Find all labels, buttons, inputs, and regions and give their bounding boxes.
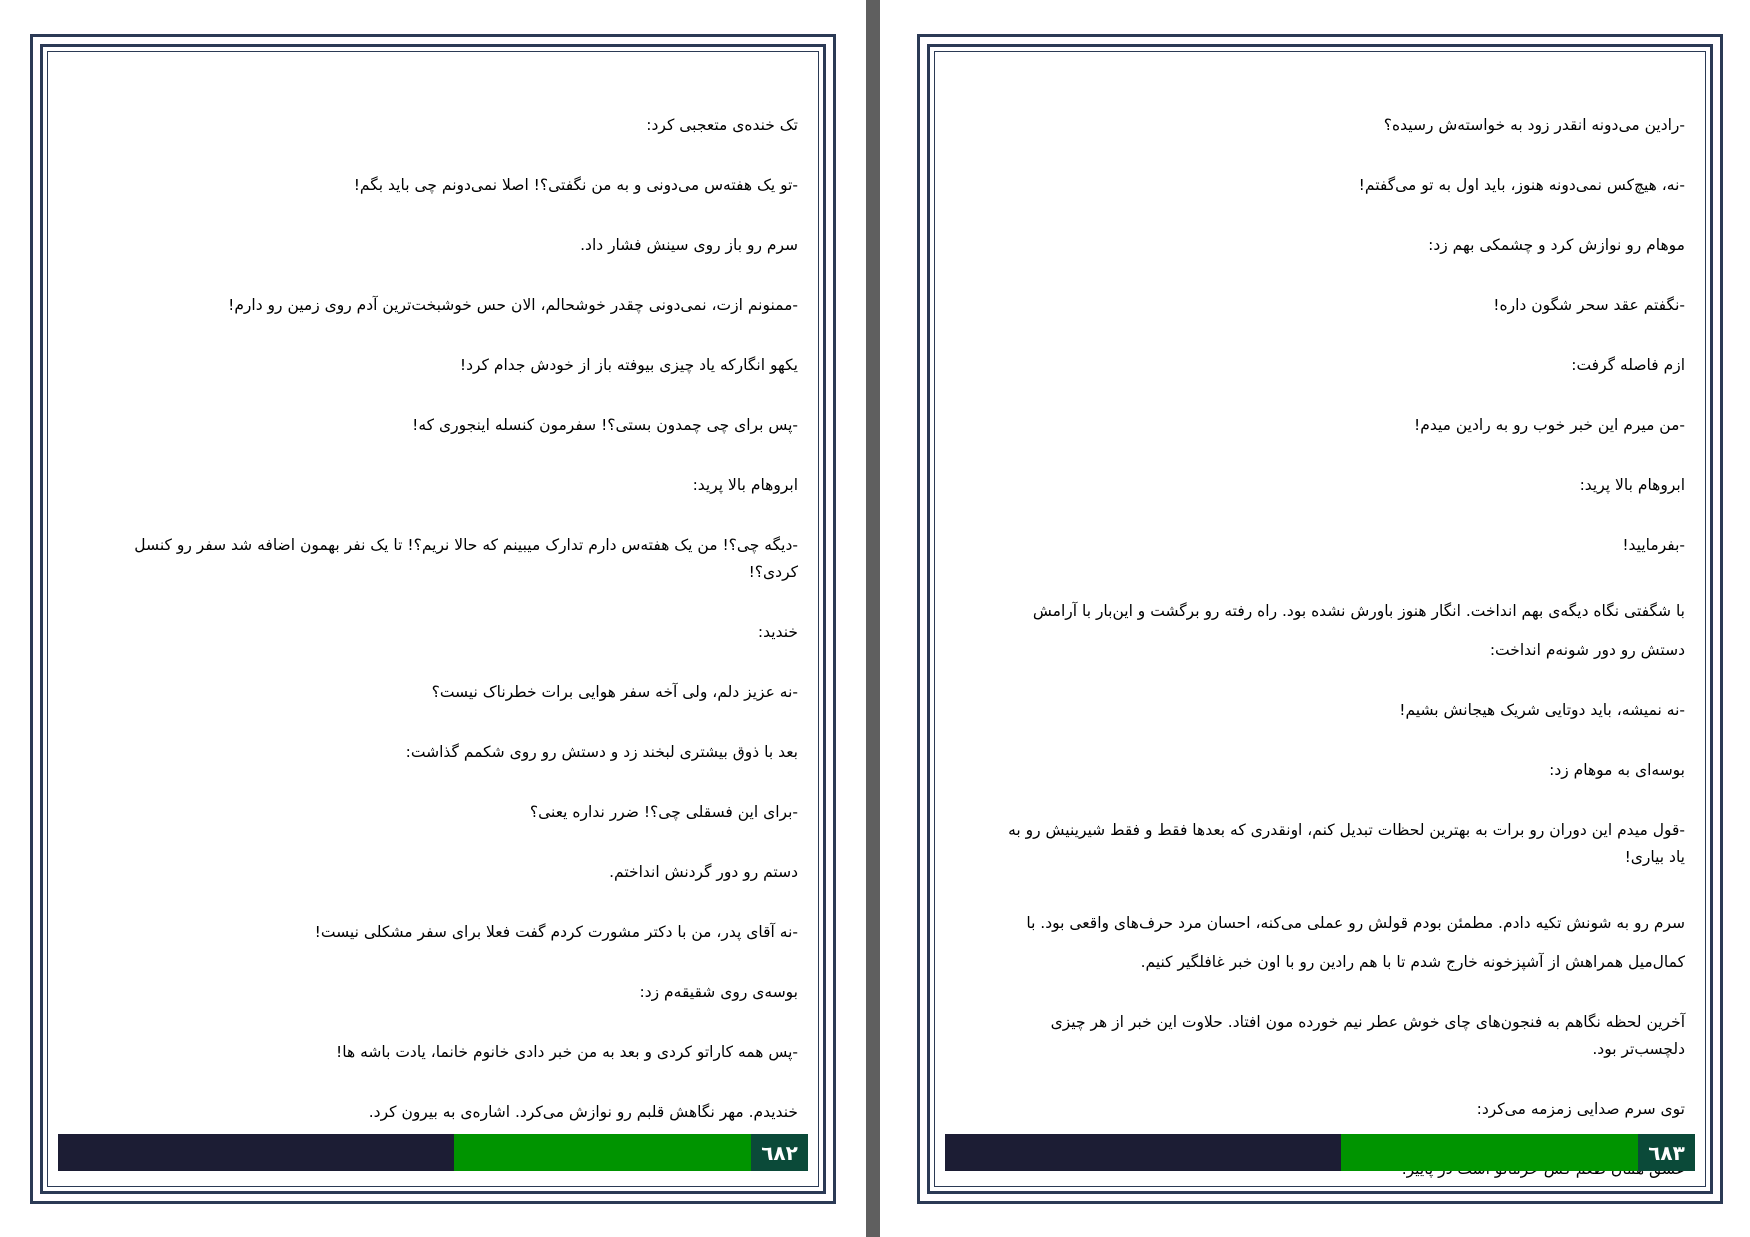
paragraph: -بفرمایید! <box>1622 536 1685 554</box>
book-page-right <box>917 34 1723 1204</box>
paragraph: -نگفتم عقد سحر شگون داره! <box>1493 296 1685 314</box>
page-border-innermost <box>47 51 819 1187</box>
paragraph: -نه، هیچ‌کس نمی‌دونه هنوز، باید اول به تو می‌گفتم! <box>1358 176 1685 194</box>
page-text-right <box>995 112 1685 1216</box>
page-number: ٦٨٢ <box>751 1134 808 1171</box>
paragraph: خندیدم. مهر نگاهش قلبم رو نوازش می‌کرد. اشاره‌ی به بیرون کرد. <box>368 1103 798 1121</box>
paragraph: -قول میدم این دوران رو برات به بهترین لحظات تبدیل کنم، اونقدری که بعدها فقط و فقط شیرینیش رو به یاد بیاری! <box>1008 821 1685 866</box>
paragraph: -من میرم این خبر خوب رو به رادین میدم! <box>1414 416 1685 434</box>
paragraph: -پس همه کاراتو کردی و بعد به من خبر دادی خانوم خانما، یادت باشه ها! <box>336 1043 798 1061</box>
paragraph: -دیگه چی؟! من یک هفته‌س دارم تدارک میبینم که حالا نریم؟! تا یک نفر بهمون اضافه شد سفر رو کنسل کردی؟! <box>134 536 798 581</box>
page-footer-bar <box>58 1134 808 1171</box>
paragraph: سرم رو به شونش تکیه دادم. مطمئن بودم قولش رو عملی می‌کنه، احسان مرد حرف‌های واقعی بود. با کمال‌میل همراهش از آشپزخونه خارج شدم تا با هم رادین رو با اون خبر غافلگیر کنیم. <box>1026 914 1685 971</box>
paragraph: دستم رو دور گردنش انداختم. <box>609 863 798 881</box>
footer-dark-segment <box>945 1134 1341 1171</box>
paragraph: -رادین می‌دونه انقدر زود به خواسته‌ش رسیده؟ <box>1383 116 1685 134</box>
paragraph: -نه آقای پدر، من با دکتر مشورت کردم گفت فعلا برای سفر مشکلی نیست! <box>314 923 798 941</box>
page-border-inner <box>927 44 1713 1194</box>
paragraph: موهام رو نوازش کرد و چشمکی بهم زد: <box>1428 236 1685 254</box>
paragraph: -پس برای چی چمدون بستی؟! سفرمون کنسله اینجوری که! <box>412 416 798 434</box>
paragraph: با شگفتی نگاه دیگه‌ی بهم انداخت. انگار هنوز باورش نشده بود. راه رفته رو برگشت و این‌بار با آرامش دستش رو دور شونه‌م انداخت: <box>1032 602 1685 659</box>
paragraph: ابروهام بالا پرید: <box>692 476 798 494</box>
page-border-inner <box>40 44 826 1194</box>
paragraph: بعد با ذوق بیشتری لبخند زد و دستش رو روی شکمم گذاشت: <box>405 743 798 761</box>
page-gutter <box>866 0 880 1237</box>
book-page-left <box>30 34 836 1204</box>
paragraph: توی سرم صدایی زمزمه می‌کرد: <box>1476 1100 1685 1118</box>
paragraph: تک خنده‌ی متعجبی کرد: <box>646 116 798 134</box>
page-footer-bar <box>945 1134 1695 1171</box>
paragraph: -برای این فسقلی چی؟! ضرر نداره یعنی؟ <box>529 803 798 821</box>
paragraph: -نه نمیشه، باید دوتایی شریک هیجانش بشیم! <box>1399 701 1685 719</box>
paragraph: بوسه‌ای به موهام زد: <box>1549 761 1685 779</box>
paragraph: یکهو انگارکه یاد چیزی بیوفته باز از خودش جدام کرد! <box>459 356 798 374</box>
footer-green-segment <box>1341 1134 1638 1171</box>
paragraph: -تو یک هفته‌س می‌دونی و به من نگفتی؟! اصلا نمی‌دونم چی باید بگم! <box>353 176 798 194</box>
footer-dark-segment <box>58 1134 454 1171</box>
page-number: ٦٨٣ <box>1638 1134 1695 1171</box>
paragraph: -ممنونم ازت، نمی‌دونی چقدر خوشحالم، الان حس خوشبخت‌ترین آدم روی زمین رو دارم! <box>228 296 798 314</box>
paragraph: ازم فاصله گرفت: <box>1571 356 1685 374</box>
footer-green-segment <box>454 1134 751 1171</box>
page-text-left <box>108 112 798 1159</box>
paragraph: سرم رو باز روی سینش فشار داد. <box>580 236 798 254</box>
paragraph: ابروهام بالا پرید: <box>1579 476 1685 494</box>
paragraph: بوسه‌ی روی شقیقه‌م زد: <box>639 983 798 1001</box>
paragraph: خندید: <box>757 623 798 641</box>
paragraph: -نه عزیز دلم، ولی آخه سفر هوایی برات خطرناک نیست؟ <box>431 683 798 701</box>
page-border-innermost <box>934 51 1706 1187</box>
paragraph: آخرین لحظه نگاهم به فنجون‌های چای خوش عطر نیم خورده مون افتاد. حلاوت این خبر از هر چیزی دلچسب‌تر بود. <box>1050 1013 1685 1058</box>
